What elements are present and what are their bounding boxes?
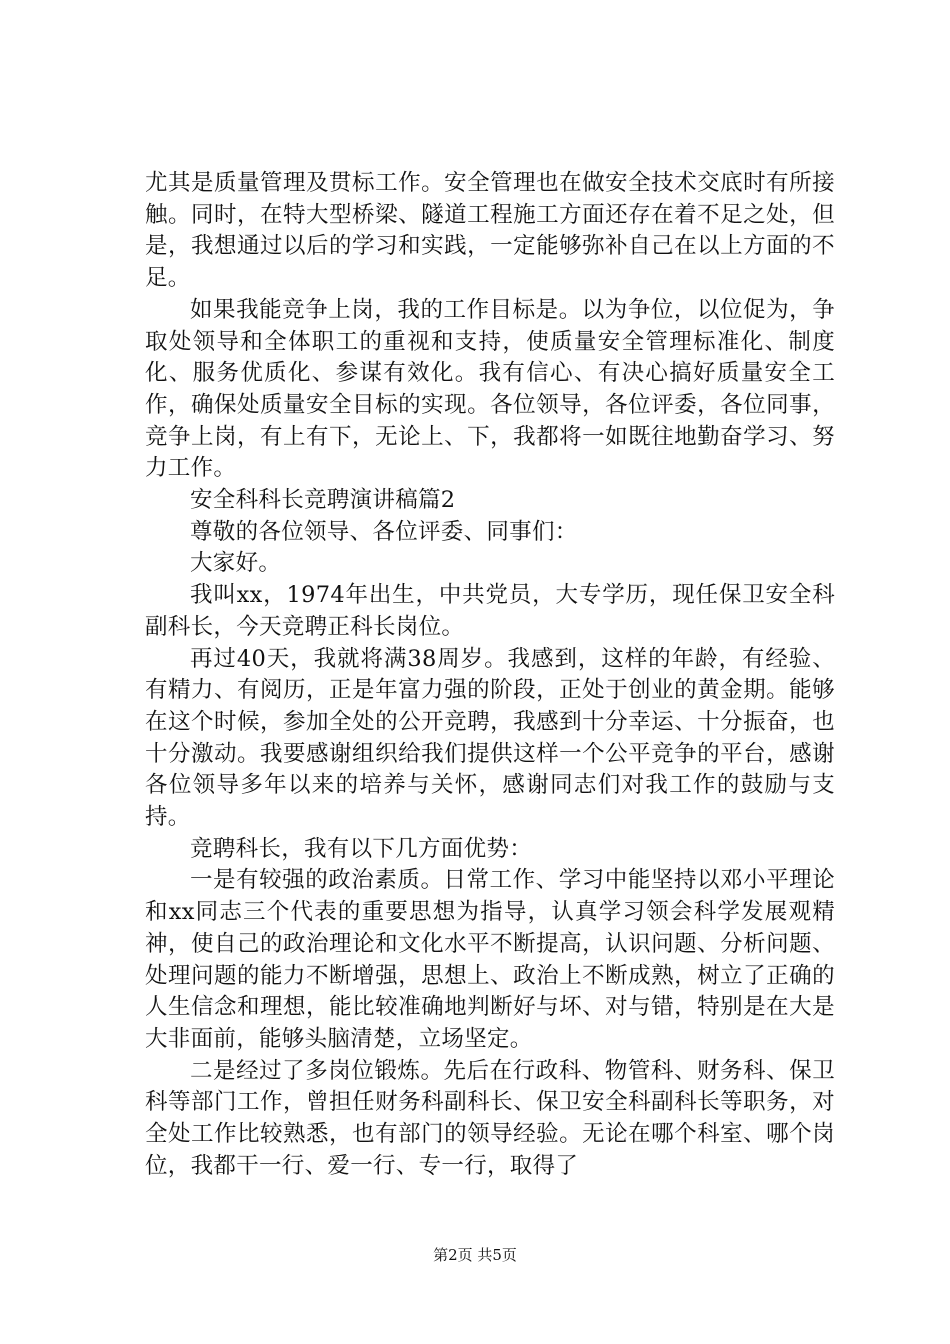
document-body <box>145 168 835 1183</box>
salutation: 尊敬的各位领导、各位评委、同事们： <box>190 518 578 545</box>
paragraph-advantage-2: 二是经过了多岗位锻炼。先后在行政科、物管科、财务科、保卫科等部门工作，曾担任财务科副科长、保卫安全科副科长等职务，对全处工作比较熟悉，也有部门的领导经验。无论在哪个科室、哪个岗位，我都干一行、爱一行、专一行，取得了 <box>145 1057 835 1179</box>
paragraph-intro: 我叫xx，1974年出生，中共党员，大专学历，现任保卫安全科副科长，今天竞聘正科长岗位。 <box>145 582 835 640</box>
paragraph-age: 再过40天，我就将满38周岁。我感到，这样的年龄，有经验、有精力、有阅历，正是年富力强的阶段，正处于创业的黄金期。能够在这个时候，参加全处的公开竞聘，我感到十分幸运、十分振奋，也十分激动。我要感谢组织给我们提供这样一个公平竞争的平台，感谢各位领导多年以来的培养与关怀，感谢同志们对我工作的鼓励与支持。 <box>145 645 835 831</box>
paragraph-advantages-intro: 竞聘科长，我有以下几方面优势： <box>190 835 533 862</box>
greeting: 大家好。 <box>190 550 282 577</box>
paragraph-2: 如果我能竞争上岗，我的工作目标是。以为争位，以位促为，争取处领导和全体职工的重视和支持，使质量安全管理标准化、制度化、服务优质化、参谋有效化。我有信心、有决心搞好质量安全工作，确保处质量安全目标的实现。各位领导，各位评委，各位同事，竞争上岗，有上有下，无论上、下，我都将一如既往地勤奋学习、努力工作。 <box>145 296 835 482</box>
paragraph-advantage-1: 一是有较强的政治素质。日常工作、学习中能坚持以邓小平理论和xx同志三个代表的重要思想为指导，认真学习领会科学发展观精神，使自己的政治理论和文化水平不断提高，认识问题、分析问题、处理问题的能力不断增强，思想上、政治上不断成熟，树立了正确的人生信念和理想，能比较准确地判断好与坏、对与错，特别是在大是大非面前，能够头脑清楚，立场坚定。 <box>145 867 835 1052</box>
paragraph-1: 尤其是质量管理及贯标工作。安全管理也在做安全技术交底时有所接触。同时，在特大型桥梁、隧道工程施工方面还存在着不足之处，但是，我想通过以后的学习和实践，一定能够弥补自己在以上方面的不足。 <box>145 170 835 292</box>
section-heading: 安全科科长竞聘演讲稿篇2 <box>190 487 456 514</box>
page-number-footer: 第2页 共5页 <box>433 1246 517 1264</box>
